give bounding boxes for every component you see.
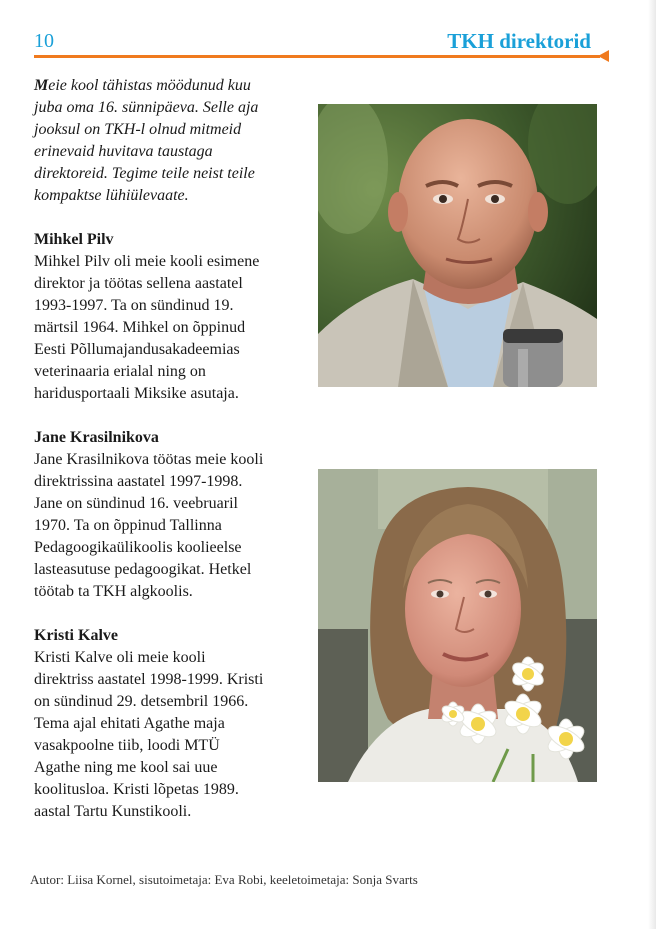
bio-line: direktrissina aastatel 1997-1998. bbox=[34, 473, 243, 490]
header-rule bbox=[34, 55, 600, 58]
bio-line: märtsil 1964. Mihkel on õppinud bbox=[34, 319, 246, 336]
bio-line: Agathe ning me kool sai uue bbox=[34, 759, 218, 776]
intro-line: juba oma 16. sünnipäeva. Selle aja bbox=[34, 99, 259, 116]
bio-line: Tema ajal ehitati Agathe maja bbox=[34, 715, 225, 732]
bio-line: koolitusloa. Kristi lõpetas 1989. bbox=[34, 781, 239, 798]
intro-line: jooksul on TKH-l olnud mitmeid bbox=[34, 121, 242, 138]
director-entry-jane-krasilnikova bbox=[34, 427, 314, 603]
bio-line: aastal Tartu Kunstikooli. bbox=[34, 803, 192, 820]
bio-line: Mihkel Pilv oli meie kooli esimene bbox=[34, 253, 260, 270]
director-name: Mihkel Pilv bbox=[34, 231, 114, 248]
intro-line: eie kool tähistas möödunud kuu bbox=[48, 77, 251, 94]
page-number: 10 bbox=[34, 30, 54, 52]
bio-line: Pedagoogikaülikoolis koolieelse bbox=[34, 539, 242, 556]
director-name: Kristi Kalve bbox=[34, 627, 118, 644]
intro-line: kompaktse lühiülevaate. bbox=[34, 187, 189, 204]
intro-initial: M bbox=[34, 77, 49, 94]
bio-line: vasakpoolne tiib, loodi MTÜ bbox=[34, 737, 220, 754]
bio-line: Jane on sündinud 16. veebruaril bbox=[34, 495, 238, 512]
bio-line: on sündinud 29. detsembril 1966. bbox=[34, 693, 249, 710]
bio-line: Eesti Põllumajandusakadeemias bbox=[34, 341, 240, 358]
intro-line: direktoreid. Tegime teile neist teile bbox=[34, 165, 255, 182]
bio-line: veterinaaria erialal ning on bbox=[34, 363, 206, 380]
bio-line: 1993-1997. Ta on sündinud 19. bbox=[34, 297, 234, 314]
footer-credits: Autor: Liisa Kornel, sisutoimetaja: Eva Robi, keeletoimetaja: Sonja Svarts bbox=[30, 872, 418, 887]
director-entry-kristi-kalve bbox=[34, 625, 314, 823]
page-edge-shadow bbox=[648, 0, 656, 929]
intro-line: erinevaid huvitava taustaga bbox=[34, 143, 213, 160]
director-name: Jane Krasilnikova bbox=[34, 429, 159, 446]
bio-line: Kristi Kalve oli meie kooli bbox=[34, 649, 206, 666]
article-body bbox=[34, 75, 314, 823]
bio-line: direktor ja töötas sellena aastatel bbox=[34, 275, 243, 292]
bio-line: Jane Krasilnikova töötas meie kooli bbox=[34, 451, 264, 468]
header-arrow-icon bbox=[598, 50, 609, 62]
portrait-photo-mihkel-pilv bbox=[318, 104, 597, 387]
portrait-photo-jane-krasilnikova bbox=[318, 469, 597, 782]
section-title: TKH direktorid bbox=[447, 29, 591, 53]
bio-line: lasteasutuse pedagoogikat. Hetkel bbox=[34, 561, 252, 578]
bio-line: haridusportaali Miksike asutaja. bbox=[34, 385, 239, 402]
bio-line: direktriss aastatel 1998-1999. Kristi bbox=[34, 671, 264, 688]
director-entry-mihkel-pilv bbox=[34, 229, 314, 405]
bio-line: 1970. Ta on õppinud Tallinna bbox=[34, 517, 222, 534]
intro-paragraph bbox=[34, 75, 314, 207]
bio-line: töötab ta TKH algkoolis. bbox=[34, 583, 193, 600]
